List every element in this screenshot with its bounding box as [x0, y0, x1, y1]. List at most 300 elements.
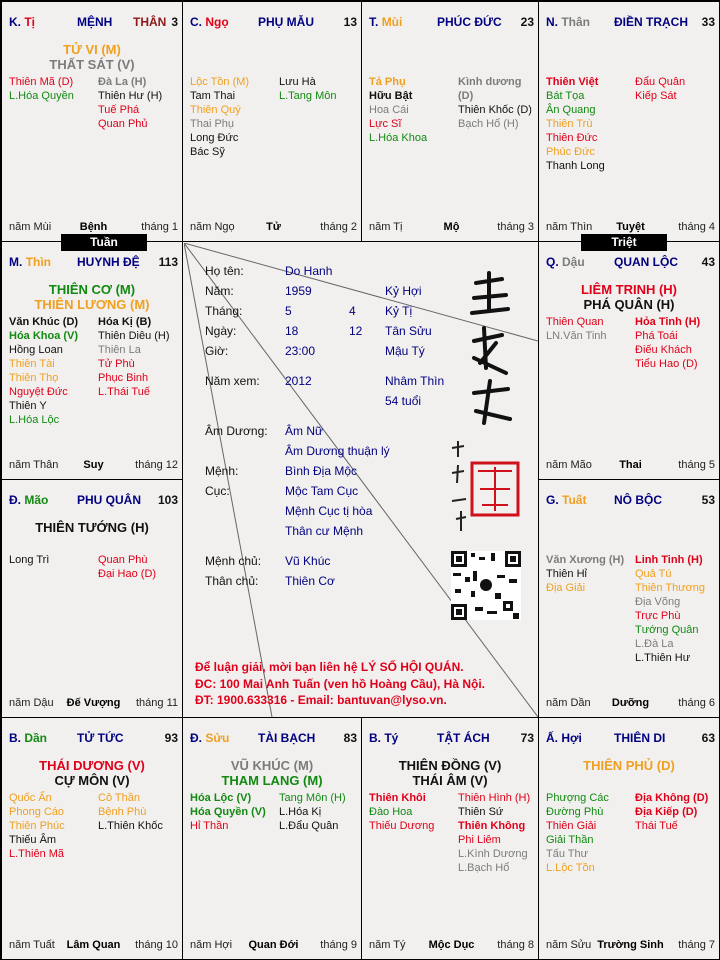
palace-chi: Thân — [561, 15, 591, 29]
year-value: 1959 — [285, 284, 312, 298]
palace-month: tháng 9 — [320, 939, 357, 951]
palace-month: tháng 8 — [497, 939, 534, 951]
minor-star: Tử Phù — [98, 358, 135, 370]
palace-month: tháng 5 — [678, 459, 715, 471]
year-label: Năm: — [205, 284, 234, 298]
palace-cell[interactable] — [1, 1, 183, 242]
triet-marker: Triệt — [581, 234, 667, 251]
contact-address: ĐC: 100 Mai Anh Tuấn (ven hồ Hoàng Cầu), Hà Nội. — [195, 677, 486, 691]
main-stars — [2, 42, 182, 72]
minor-star: L.Hóa Khoa — [369, 132, 428, 144]
palace-header — [9, 731, 178, 745]
palace-footer — [546, 221, 715, 234]
minor-star: L.Hóa Lộc — [9, 414, 60, 426]
palace-header — [546, 15, 715, 29]
palace-can: Đ. — [9, 493, 21, 507]
life-stage: Trường Sinh — [597, 939, 664, 951]
palace-name: PHU QUÂN — [77, 493, 142, 507]
minor-star: Địa Không (D) — [635, 792, 709, 804]
minor-star: Địa Giải — [546, 582, 586, 594]
palace-year: năm Tị — [369, 221, 403, 233]
minor-star: Hóa Lộc (V) — [190, 792, 252, 804]
palace-year: năm Hợi — [190, 939, 233, 951]
age-value: 54 tuổi — [385, 394, 422, 408]
minor-star: Lực Sĩ — [369, 118, 402, 130]
left-star-list — [369, 791, 434, 833]
minor-star: Phong Cáo — [9, 806, 65, 818]
minor-star: Tiểu Hao (D) — [635, 358, 698, 370]
minor-star: Bác Sỹ — [190, 146, 225, 158]
tuan-marker: Tuần — [61, 234, 147, 251]
minor-star: Thiếu Âm — [9, 834, 57, 846]
minor-star: Thanh Long — [546, 160, 605, 172]
contact-phone-email: ĐT: 1900.633316 - Email: bantuvan@lyso.vn. — [195, 693, 447, 707]
main-star: THAM LANG (M) — [221, 773, 323, 788]
palace-year: năm Mùi — [9, 221, 52, 233]
minor-star: LN.Văn Tinh — [546, 330, 607, 342]
main-star: LIÊM TRINH (H) — [580, 282, 678, 297]
main-stars — [2, 282, 182, 312]
life-stage: Suy — [83, 459, 104, 471]
menhchu-label: Mệnh chủ: — [205, 554, 262, 568]
minor-star: Bát Tọa — [546, 90, 585, 102]
palace-year: năm Mão — [546, 459, 592, 471]
palace-age-number: 63 — [701, 731, 715, 745]
hour-value: 23:00 — [285, 344, 316, 358]
palace-can: T. — [369, 15, 379, 29]
palace-year: năm Thân — [9, 459, 59, 471]
minor-star: Thiên Trù — [546, 118, 593, 130]
minor-star: Thiên Sứ — [458, 806, 504, 818]
minor-star: L.Đẩu Quân — [279, 820, 339, 832]
minor-star: Hoa Cái — [369, 104, 409, 116]
minor-star: Thiên Phúc — [9, 820, 65, 832]
minor-star: Tấu Thư — [546, 848, 589, 860]
minor-star: Thiên Việt — [546, 76, 599, 88]
life-stage: Đế Vượng — [66, 697, 121, 709]
life-stage: Tử — [266, 221, 281, 233]
palace-name: TỬ TỨC — [77, 731, 124, 745]
minor-star: Nguyệt Đức — [9, 386, 68, 398]
minor-star: Linh Tinh (H) — [635, 554, 703, 566]
minor-star: Long Đức — [190, 132, 239, 144]
view-year-canchi: Nhâm Thìn — [385, 374, 445, 388]
palace-year: năm Tuất — [9, 939, 55, 951]
palace-cell[interactable] — [538, 1, 720, 242]
palace-year: năm Sửu — [546, 939, 592, 951]
minor-star: Đẩu Quân — [635, 76, 686, 88]
palace-header — [546, 255, 715, 269]
palace-header — [546, 493, 715, 507]
left-star-list — [9, 553, 49, 567]
left-star-list — [546, 791, 609, 875]
palace-year: năm Dần — [546, 697, 591, 709]
palace-chi: Dậu — [562, 255, 585, 269]
minor-star: Tuế Phá — [98, 104, 140, 116]
hour-label: Giờ: — [205, 344, 229, 358]
minor-star: L.Hóa Kị — [279, 806, 322, 818]
left-star-list — [546, 553, 624, 595]
month-lunar: 4 — [349, 304, 356, 318]
palace-name: PHÚC ĐỨC — [437, 15, 502, 29]
life-stage: Mộ — [443, 221, 460, 233]
minor-star: Đường Phù — [546, 806, 604, 818]
palace-footer — [9, 221, 178, 234]
palace-year: năm Dậu — [9, 697, 54, 709]
palace-age-number: 3 — [171, 15, 178, 29]
palace-footer — [546, 697, 715, 710]
palace-cell[interactable] — [538, 479, 720, 718]
left-star-list — [546, 75, 605, 173]
left-star-list — [190, 791, 266, 833]
palace-chi: Dần — [24, 731, 48, 745]
menh-value: Bình Địa Mộc — [285, 464, 358, 478]
minor-star: L.Kình Dương — [458, 848, 528, 860]
minor-star: Thiên Y — [9, 400, 47, 412]
palace-cell[interactable] — [538, 717, 720, 960]
view-year-value: 2012 — [285, 374, 312, 388]
palace-cell[interactable] — [182, 717, 362, 960]
palace-footer — [190, 939, 357, 952]
menhchu-value: Vũ Khúc — [285, 554, 331, 568]
name-label: Họ tên: — [205, 264, 244, 278]
main-stars — [2, 758, 182, 788]
right-star-list — [98, 75, 162, 131]
main-star: THẤT SÁT (V) — [49, 57, 135, 72]
minor-star: Thiên Giải — [546, 820, 597, 832]
minor-star: Đà La (H) — [98, 76, 147, 88]
minor-star: L.Thái Tuế — [98, 386, 150, 398]
palace-month: tháng 3 — [497, 221, 534, 233]
palace-age-number: 103 — [157, 493, 178, 507]
palace-month: tháng 10 — [135, 939, 178, 951]
palace-age-number: 23 — [520, 15, 534, 29]
palace-chi: Ngọ — [205, 15, 229, 29]
palace-age-number: 73 — [520, 731, 534, 745]
left-star-list — [369, 75, 427, 145]
minor-star: Thiên Khốc (D) — [458, 104, 532, 116]
palace-cell[interactable] — [361, 717, 539, 960]
minor-star: L.Bạch Hổ — [458, 862, 510, 874]
palace-name: NÔ BỘC — [614, 493, 662, 507]
life-stage: Mộc Dục — [428, 939, 475, 951]
minor-star: Hóa Quyền (V) — [190, 806, 266, 818]
palace-age-number: 53 — [701, 493, 715, 507]
palace-month: tháng 11 — [135, 697, 178, 709]
minor-star: L.Đà La — [635, 638, 674, 650]
minor-star: Cô Thần — [98, 792, 140, 804]
minor-star: Kiếp Sát — [635, 90, 677, 102]
minor-star: L.Thiên Khốc — [98, 820, 163, 832]
main-stars — [539, 282, 719, 312]
palace-name: THIÊN DI — [614, 731, 666, 745]
menh-label: Mệnh: — [205, 464, 239, 478]
minor-star: Thiên Mã (D) — [9, 76, 74, 88]
palace-month: tháng 1 — [141, 221, 178, 233]
palace-chi: Sửu — [205, 731, 230, 745]
palace-can: Ấ. — [546, 731, 558, 745]
minor-star: Phúc Đức — [546, 146, 595, 158]
minor-star: Hóa Kị (B) — [98, 316, 152, 328]
minor-star: Thiên Hình (H) — [458, 792, 531, 804]
minor-star: Ân Quang — [546, 104, 596, 116]
than-marker: THÂN — [133, 15, 167, 29]
palace-year: năm Thìn — [546, 221, 593, 233]
life-stage: Quan Đới — [248, 939, 299, 951]
day-lunar: 12 — [349, 324, 363, 338]
palace-cell[interactable] — [1, 479, 183, 718]
palace-header — [9, 493, 178, 507]
center-info-panel — [184, 243, 538, 717]
palace-cell[interactable] — [361, 1, 539, 242]
life-stage: Dưỡng — [611, 697, 650, 709]
minor-star: Hữu Bật — [369, 90, 413, 102]
main-star: VŨ KHÚC (M) — [230, 758, 314, 773]
minor-star: Phá Toái — [635, 330, 678, 342]
life-stage: Lâm Quan — [66, 939, 121, 951]
minor-star: Thiên Tài — [9, 358, 55, 370]
minor-star: Văn Xương (H) — [546, 554, 625, 566]
minor-star: Thiên Quan — [546, 316, 604, 328]
palace-footer — [369, 939, 534, 952]
palace-name: TÀI BẠCH — [258, 731, 316, 745]
palace-chi: Tý — [384, 731, 399, 745]
right-star-list — [635, 315, 700, 371]
minor-star: Lộc Tồn (M) — [190, 76, 250, 88]
palace-name: HUYNH ĐỆ — [77, 255, 140, 269]
cuc-value: Mộc Tam Cục — [285, 484, 359, 498]
minor-star: Hóa Khoa (V) — [9, 330, 79, 342]
palace-header — [190, 731, 357, 745]
minor-star: Hỏa Tinh (H) — [635, 316, 701, 328]
minor-star: Phi Liêm — [458, 834, 501, 846]
right-star-list — [279, 75, 336, 103]
palace-name: PHỤ MẪU — [258, 15, 314, 29]
palace-can: Q. — [546, 255, 559, 269]
thanchu-label: Thân chủ: — [205, 574, 259, 588]
palace-chi: Hợi — [561, 731, 582, 745]
palace-age-number: 43 — [701, 255, 715, 269]
palace-name: TẬT ÁCH — [437, 731, 490, 745]
palace-year: năm Tý — [369, 939, 406, 951]
main-star: THIÊN LƯƠNG (M) — [34, 297, 150, 312]
palace-chi: Thìn — [25, 255, 52, 269]
palace-header — [546, 731, 715, 745]
palace-can: K. — [9, 15, 21, 29]
minor-star: Thiên Hỉ — [546, 568, 587, 580]
minor-star: Trực Phù — [635, 610, 681, 622]
right-star-list — [98, 315, 170, 399]
palace-cell[interactable] — [1, 241, 183, 480]
main-stars — [183, 758, 361, 788]
minor-star: Địa Kiếp (D) — [635, 806, 698, 818]
minor-star: Kình dương (D) — [458, 76, 522, 102]
month-value: 5 — [285, 304, 292, 318]
month-canchi: Kỷ Tị — [385, 304, 413, 318]
minor-star: Hỉ Thần — [190, 820, 229, 832]
right-star-list — [279, 791, 346, 833]
minor-star: Thiếu Dương — [369, 820, 435, 832]
minor-star: Đào Hoa — [369, 806, 413, 818]
main-stars — [362, 758, 538, 788]
hour-canchi: Mậu Tý — [385, 344, 425, 358]
palace-month: tháng 12 — [135, 459, 178, 471]
palace-header — [9, 255, 178, 269]
minor-star: Bạch Hổ (H) — [458, 118, 519, 130]
minor-star: Tam Thai — [190, 90, 236, 102]
palace-age-number: 13 — [343, 15, 357, 29]
thanchu-value: Thiên Cơ — [285, 574, 335, 588]
minor-star: L.Hóa Quyền — [9, 90, 74, 102]
amduong-value: Âm Nữ — [285, 424, 324, 438]
amduong-label: Âm Dương: — [205, 424, 268, 438]
palace-chi: Tị — [24, 15, 36, 29]
palace-age-number: 93 — [164, 731, 178, 745]
palace-header — [9, 15, 178, 29]
day-label: Ngày: — [205, 324, 237, 338]
minor-star: Văn Khúc (D) — [9, 316, 79, 328]
palace-header — [190, 15, 357, 29]
palace-footer — [546, 459, 715, 472]
palace-footer — [546, 939, 715, 952]
palace-header — [369, 15, 534, 29]
main-star: PHÁ QUÂN (H) — [583, 297, 675, 312]
minor-star: Địa Võng — [635, 596, 681, 608]
main-star: THIÊN CƠ (M) — [48, 282, 136, 297]
right-star-list — [635, 791, 708, 833]
palace-year: năm Ngọ — [190, 221, 235, 233]
palace-cell[interactable] — [538, 241, 720, 480]
minor-star: Quốc Ấn — [9, 792, 52, 804]
main-star: THIÊN TƯỚNG (H) — [35, 520, 149, 535]
minor-star: L.Thiên Hư — [635, 652, 691, 664]
palace-age-number: 33 — [701, 15, 715, 29]
minor-star: Thiên Thọ — [9, 372, 59, 384]
left-star-list — [9, 75, 74, 103]
right-star-list — [98, 553, 156, 581]
minor-star: Phượng Các — [546, 792, 609, 804]
life-stage: Thai — [619, 459, 642, 471]
day-value: 18 — [285, 324, 299, 338]
minor-star: Hồng Loan — [9, 344, 63, 356]
palace-age-number: 83 — [343, 731, 357, 745]
palace-chi: Mão — [24, 493, 49, 507]
minor-star: Thiên Hư (H) — [98, 90, 163, 102]
palace-chi: Tuất — [562, 493, 587, 507]
year-canchi: Kỷ Hợi — [385, 284, 422, 298]
right-star-list — [458, 75, 538, 131]
minor-star: Thái Tuế — [635, 820, 678, 832]
palace-can: Đ. — [190, 731, 202, 745]
right-star-list — [635, 75, 685, 103]
minor-star: Thiên Diêu (H) — [98, 330, 170, 342]
minor-star: Thiên La — [98, 344, 141, 356]
minor-star: Thiên Thương — [635, 582, 706, 594]
palace-name: QUAN LỘC — [614, 255, 678, 269]
minor-star: Đại Hao (D) — [98, 568, 157, 580]
main-star: TỬ VI (M) — [63, 42, 121, 57]
day-canchi: Tân Sửu — [385, 324, 432, 338]
minor-star: Quan Phù — [98, 554, 148, 566]
minor-star: Giải Thần — [546, 834, 594, 846]
contact-line-1: Để luận giải, mời bạn liên hệ LÝ SỐ HỘI QUÁN. — [195, 660, 464, 674]
left-star-list — [9, 791, 65, 861]
palace-can: M. — [9, 255, 23, 269]
left-star-list — [9, 315, 78, 427]
main-star: THIÊN PHỦ (D) — [583, 758, 675, 773]
minor-star: Lưu Hà — [279, 76, 316, 88]
life-stage: Bệnh — [79, 221, 108, 233]
main-star: CỰ MÔN (V) — [54, 773, 130, 788]
palace-can: G. — [546, 493, 559, 507]
left-star-list — [546, 315, 607, 343]
palace-footer — [9, 459, 178, 472]
palace-can: C. — [190, 15, 202, 29]
main-star: THÁI DƯƠNG (V) — [39, 758, 145, 773]
right-star-list — [98, 791, 163, 833]
palace-month: tháng 2 — [320, 221, 357, 233]
view-year-label: Năm xem: — [205, 374, 260, 388]
palace-age-number: 113 — [158, 255, 178, 269]
main-stars — [539, 758, 719, 773]
main-stars — [2, 520, 182, 535]
palace-can: B. — [9, 731, 21, 745]
palace-header — [369, 731, 534, 745]
palace-footer — [190, 221, 357, 234]
minor-star: Thiên Quý — [190, 104, 241, 116]
minor-star: Tả Phụ — [369, 76, 406, 88]
right-star-list — [458, 791, 530, 875]
minor-star: L.Lộc Tồn — [546, 862, 595, 874]
minor-star: Long Trì — [9, 554, 50, 566]
cuc-note-1: Mệnh Cục tị hòa — [285, 504, 373, 518]
palace-footer — [369, 221, 534, 234]
palace-can: B. — [369, 731, 381, 745]
palace-can: N. — [546, 15, 558, 29]
month-label: Tháng: — [205, 304, 243, 318]
main-star: THÁI ÂM (V) — [412, 773, 488, 788]
palace-name: MỆNH — [77, 15, 113, 29]
minor-star: Thiên Không — [458, 820, 526, 832]
minor-star: Phục Binh — [98, 372, 149, 384]
palace-footer — [9, 939, 178, 952]
minor-star: Tướng Quân — [635, 624, 699, 636]
palace-month: tháng 7 — [678, 939, 715, 951]
palace-cell[interactable] — [182, 1, 362, 242]
main-star: THIÊN ĐỒNG (V) — [398, 758, 502, 773]
minor-star: L.Tang Môn — [279, 90, 337, 102]
palace-month: tháng 4 — [678, 221, 715, 233]
right-star-list — [635, 553, 705, 665]
cuc-label: Cục: — [205, 484, 230, 498]
minor-star: L.Thiên Mã — [9, 848, 65, 860]
minor-star: Quan Phủ — [98, 118, 148, 130]
left-star-list — [190, 75, 249, 159]
minor-star: Thiên Đức — [546, 132, 598, 144]
minor-star: Tang Môn (H) — [279, 792, 346, 804]
minor-star: Điếu Khách — [635, 344, 692, 356]
palace-chi: Mùi — [381, 15, 403, 29]
palace-cell[interactable] — [1, 717, 183, 960]
palace-footer — [9, 697, 178, 710]
minor-star: Thiên Khôi — [369, 792, 426, 804]
minor-star: Thai Phụ — [190, 118, 235, 130]
qr-code — [184, 243, 538, 717]
palace-month: tháng 6 — [678, 697, 715, 709]
name-value: Do Hanh — [285, 264, 333, 278]
life-stage: Tuyệt — [616, 221, 645, 233]
amduong-note: Âm Dương thuận lý — [285, 444, 390, 458]
